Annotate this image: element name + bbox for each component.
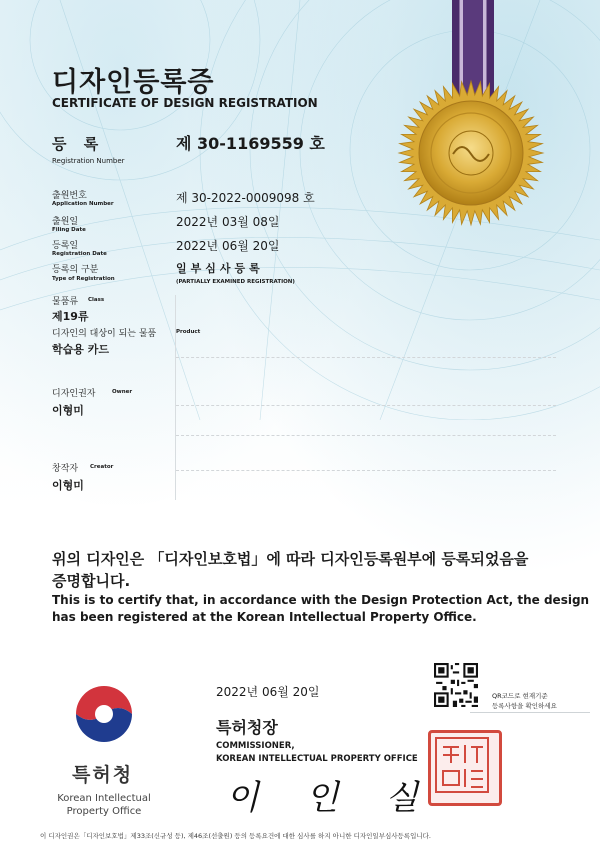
type-label: 등록의 구분 xyxy=(52,265,99,275)
certification-text-ko xyxy=(52,548,528,592)
dashed-line xyxy=(176,405,556,406)
commissioner-title: 특허청장 xyxy=(216,718,278,737)
qr-note-line: 등록사항을 확인하세요 xyxy=(492,702,557,710)
kipo-logo-icon xyxy=(70,680,138,748)
certification-line-en: This is to certify that, in accordance with the Design Protection Act, the design xyxy=(52,593,590,607)
commissioner-en-line: KOREAN INTELLECTUAL PROPERTY OFFICE xyxy=(216,754,418,764)
registration-label: 등 록 xyxy=(52,135,105,153)
application-label-en: Application Number xyxy=(52,201,114,207)
office-name-en xyxy=(52,792,156,818)
divider xyxy=(470,712,590,713)
dashed-line xyxy=(176,470,556,471)
filing-date: 2022년 03월 08일 xyxy=(176,215,280,229)
signature: 이 인 실 xyxy=(226,778,437,818)
certification-line-en: has been registered at the Korean Intellectual Property Office. xyxy=(52,610,477,624)
official-stamp-icon xyxy=(428,730,502,806)
registration-number: 제 30-1169559 호 xyxy=(176,134,325,153)
office-name-en-line: Korean Intellectual xyxy=(57,793,151,804)
application-number: 제 30-2022-0009098 호 xyxy=(176,191,315,205)
owner-label-en: Owner xyxy=(112,389,133,395)
type-value-en: (PARTIALLY EXAMINED REGISTRATION) xyxy=(176,279,295,285)
registration-label-en: Registration Number xyxy=(52,157,125,165)
qr-note xyxy=(492,691,557,711)
dashed-line xyxy=(176,357,556,358)
class-label-en: Class xyxy=(88,297,105,303)
footer-note: 이 디자인권은「디자인보호법」제33조(신규성 등), 제46조(선출원) 등의 등록요건에 대한 심사를 하지 아니한 디자인일부심사등록입니다. xyxy=(40,832,431,840)
registration-date-label: 등록일 xyxy=(52,241,79,251)
filing-label-en: Filing Date xyxy=(52,227,86,233)
qr-code-icon[interactable] xyxy=(434,663,478,707)
office-name-en-line: Property Office xyxy=(66,806,142,817)
application-label: 출원번호 xyxy=(52,191,87,201)
office-name-ko: 특허청 xyxy=(72,764,134,786)
registration-date-label-en: Registration Date xyxy=(52,251,107,257)
type-value: 일부심사등록 xyxy=(176,262,264,275)
product-label: 디자인의 대상이 되는 물품 xyxy=(52,329,157,339)
filing-label: 출원일 xyxy=(52,217,79,227)
creator-value: 이형미 xyxy=(52,479,84,492)
commissioner-title-en xyxy=(216,740,418,766)
commissioner-en-line: COMMISSIONER, xyxy=(216,741,295,751)
class-value: 제19류 xyxy=(52,310,89,323)
creator-label: 창작자 xyxy=(52,464,79,474)
dashed-line xyxy=(176,435,556,436)
gold-seal-icon xyxy=(396,78,546,228)
product-value: 학습용 카드 xyxy=(52,343,109,356)
qr-note-line: QR코드로 현재기준 xyxy=(492,692,548,700)
certification-line: 증명합니다. xyxy=(52,572,131,590)
creator-label-en: Creator xyxy=(90,464,114,470)
owner-label: 디자인권자 xyxy=(52,389,96,399)
class-label: 물품류 xyxy=(52,297,79,307)
certification-line: 위의 디자인은 「디자인보호법」에 따라 디자인등록원부에 등록되었음을 xyxy=(52,550,529,568)
issue-date: 2022년 06월 20일 xyxy=(216,685,320,699)
certification-text-en xyxy=(52,592,589,626)
type-label-en: Type of Registration xyxy=(52,276,115,282)
certificate-title: 디자인등록증 xyxy=(52,67,215,98)
product-label-en: Product xyxy=(176,329,201,335)
registration-date: 2022년 06월 20일 xyxy=(176,239,280,253)
owner-value: 이형미 xyxy=(52,404,84,417)
certificate-title-en: CERTIFICATE OF DESIGN REGISTRATION xyxy=(52,96,318,110)
